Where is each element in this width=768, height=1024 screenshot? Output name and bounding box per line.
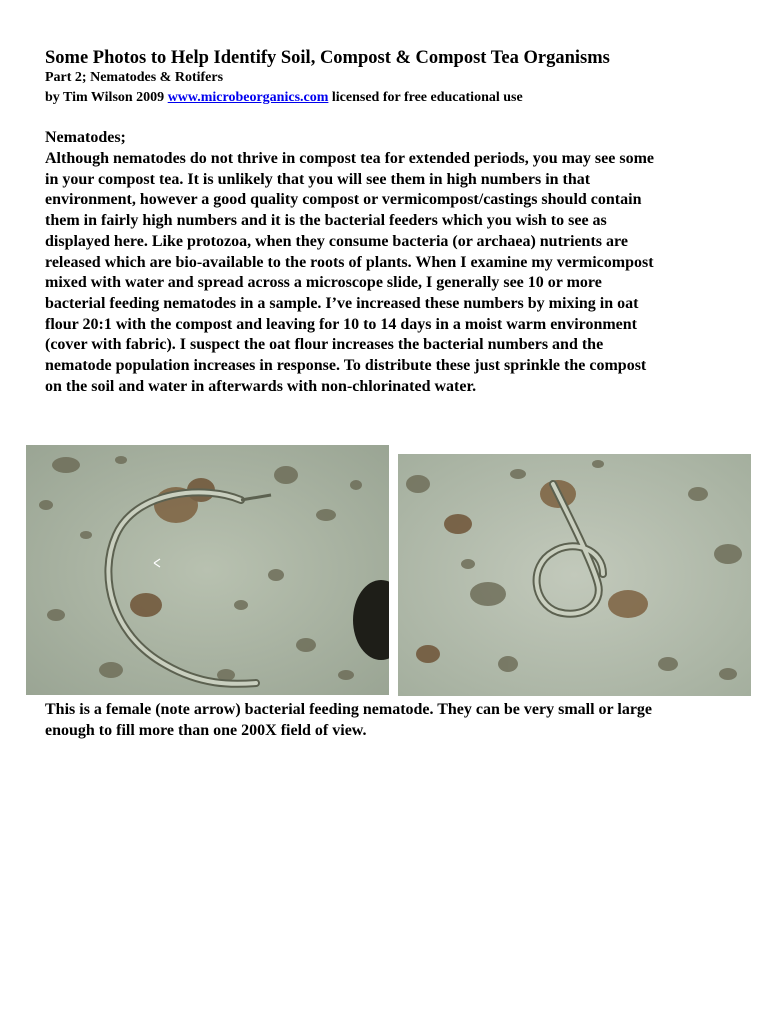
website-link[interactable]: www.microbeorganics.com (167, 90, 329, 105)
figure-caption (45, 699, 745, 741)
body-line: them in fairly high numbers and it is the bacterial feeders which you wish to see as (45, 212, 607, 230)
nematode-micrograph-right (398, 454, 751, 696)
body-line: bacterial feeding nematodes in a sample. I’ve increased these numbers by mixing in oat (45, 294, 639, 312)
caption-line: enough to fill more than one 200X field of view. (45, 722, 367, 739)
body-line: displayed here. Like protozoa, when they consume bacteria (or archaea) nutrients are (45, 232, 628, 250)
body-line: Although nematodes do not thrive in compost tea for extended periods, you may see some (45, 150, 655, 167)
caption-line: This is a female (note arrow) bacterial feeding nematode. They can be very small or large (45, 701, 653, 718)
body-line: mixed with water and spread across a microscope slide, I generally see 10 or more (45, 274, 602, 292)
section-heading: Nematodes; (45, 129, 126, 146)
body-line: flour 20:1 with the compost and leaving for 10 to 14 days in a moist warm environment (45, 315, 637, 333)
body-line: nematode population increases in response. To distribute these just sprinkle the compost (45, 357, 647, 375)
byline-prefix: by Tim Wilson 2009 (45, 90, 168, 105)
body-line: in your compost tea. It is unlikely that you will see them in high numbers in that (45, 170, 591, 188)
body-line: on the soil and water in afterwards with non-chlorinated water. (45, 377, 477, 395)
body-line: environment, however a good quality compost or vermicompost/castings should contain (45, 191, 642, 209)
document-subtitle: Part 2; Nematodes & Rotifers (45, 70, 224, 85)
byline (45, 89, 745, 107)
body-paragraph (45, 149, 735, 397)
body-line: (cover with fabric). I suspect the oat flour increases the bacterial numbers and the (45, 336, 604, 354)
body-line: released which are bio-available to the roots of plants. When I examine my vermicompost (45, 253, 654, 271)
byline-suffix: licensed for free educational use (328, 90, 523, 105)
document-title: Some Photos to Help Identify Soil, Compost & Compost Tea Organisms (45, 48, 610, 68)
nematode-micrograph-left (26, 445, 389, 695)
